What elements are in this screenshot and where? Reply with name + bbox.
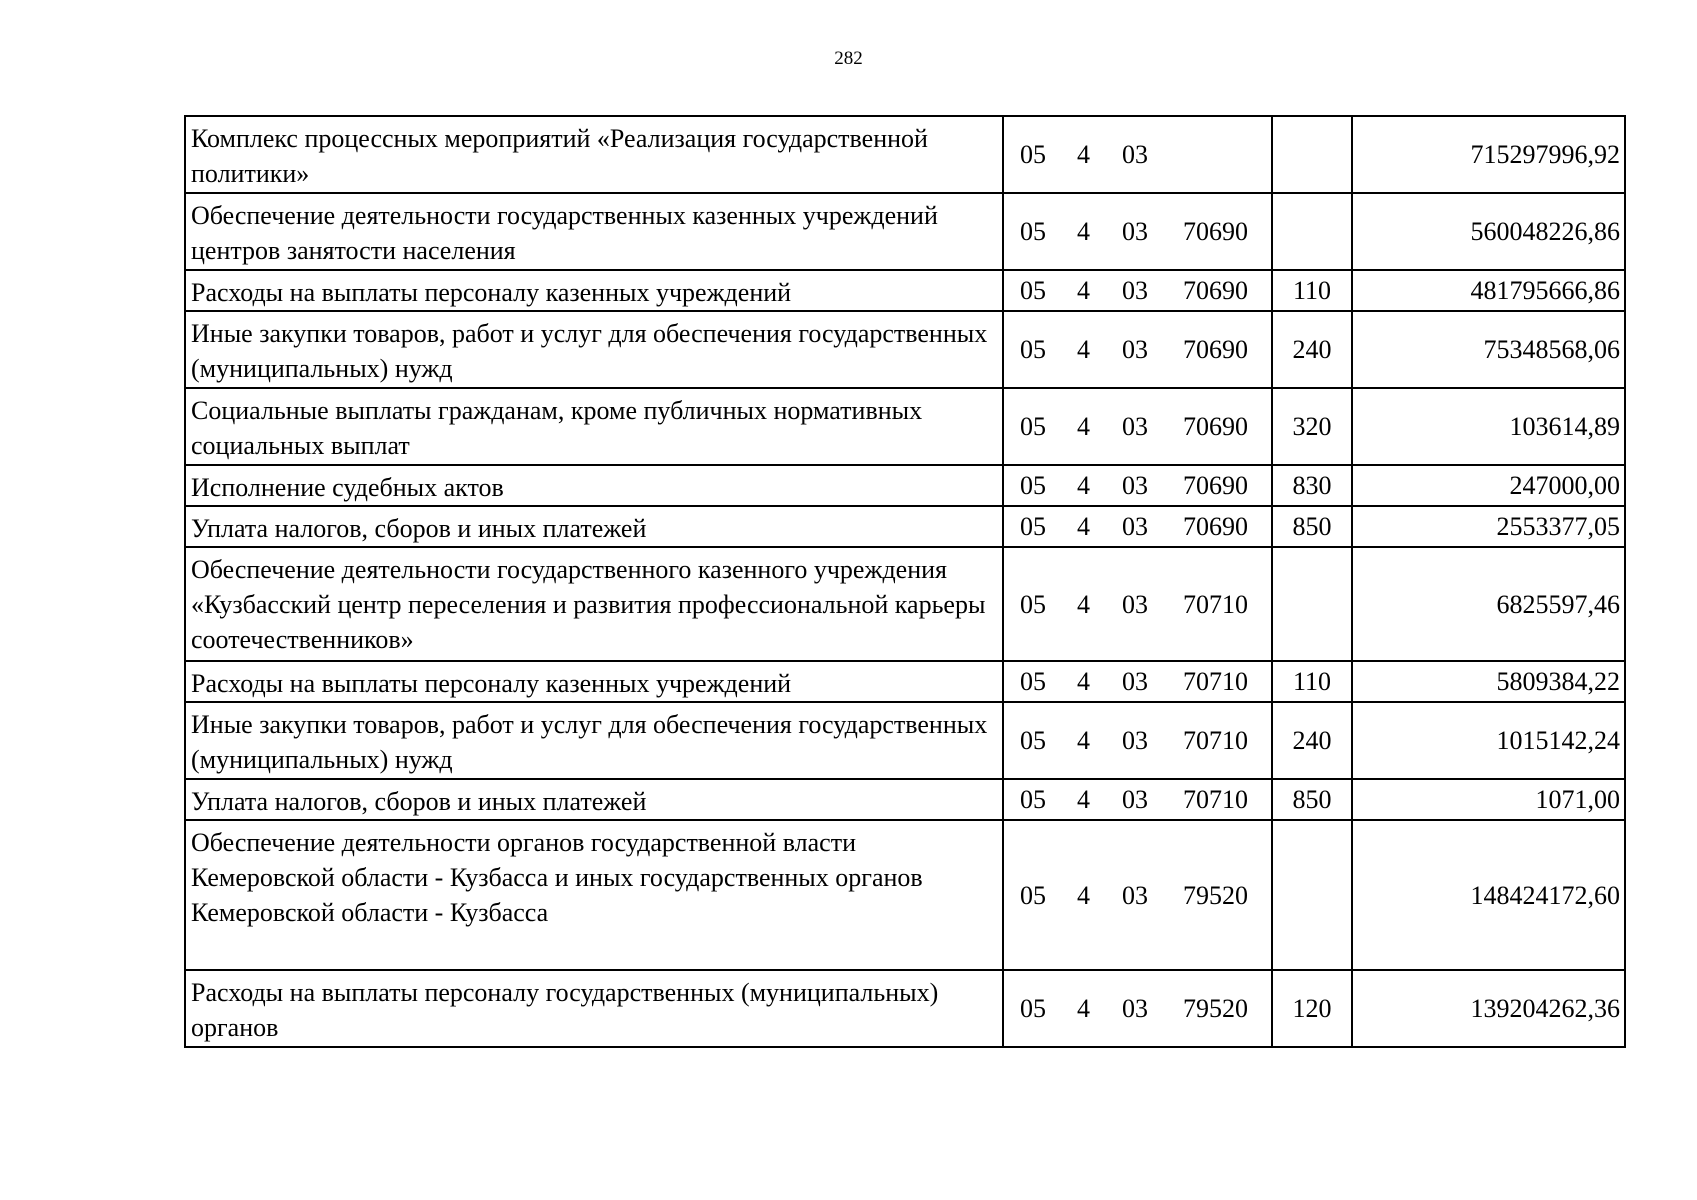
code-program: 4	[1077, 335, 1090, 364]
row-expense-type: 120	[1272, 970, 1352, 1047]
row-name: Расходы на выплаты персоналу казенных учреждений	[185, 270, 1003, 311]
table-row	[185, 465, 1625, 506]
code-section: 05	[1020, 471, 1046, 500]
table-row	[185, 547, 1625, 661]
code-program: 4	[1077, 726, 1090, 755]
table-row	[185, 116, 1625, 193]
row-expense-type: 830	[1272, 465, 1352, 506]
row-name: Расходы на выплаты персоналу казенных учреждений	[185, 661, 1003, 702]
row-expense-type	[1272, 193, 1352, 270]
row-amount: 715297996,92	[1352, 116, 1625, 193]
code-program: 4	[1077, 140, 1090, 169]
code-subprogram: 03	[1122, 994, 1148, 1023]
row-name: Обеспечение деятельности государственного казенного учреждения «Кузбасский центр переселения и развития профессиональной карьеры соотечественников»	[185, 547, 1003, 661]
code-section: 05	[1020, 217, 1046, 246]
row-codes	[1003, 311, 1272, 388]
code-section: 05	[1020, 140, 1046, 169]
code-program: 4	[1077, 785, 1090, 814]
row-codes	[1003, 388, 1272, 465]
row-name: Обеспечение деятельности государственных казенных учреждений центров занятости населения	[185, 193, 1003, 270]
row-name: Иные закупки товаров, работ и услуг для обеспечения государственных (муниципальных) нужд	[185, 311, 1003, 388]
code-direction: 70690	[1183, 217, 1248, 246]
row-expense-type: 240	[1272, 311, 1352, 388]
table-row	[185, 193, 1625, 270]
code-subprogram: 03	[1122, 335, 1148, 364]
row-name: Социальные выплаты гражданам, кроме публичных нормативных социальных выплат	[185, 388, 1003, 465]
code-direction: 79520	[1183, 880, 1248, 910]
code-direction: 79520	[1183, 994, 1248, 1023]
code-subprogram: 03	[1122, 667, 1148, 696]
row-expense-type: 240	[1272, 702, 1352, 779]
row-name: Комплекс процессных мероприятий «Реализация государственной политики»	[185, 116, 1003, 193]
row-name: Расходы на выплаты персоналу государственных (муниципальных) органов	[185, 970, 1003, 1047]
row-name: Обеспечение деятельности органов государственной власти Кемеровской области - Кузбасса и иных государственных органов Кемеровской области - Кузбасса	[185, 820, 1003, 970]
row-codes	[1003, 820, 1272, 970]
code-program: 4	[1077, 880, 1090, 910]
code-section: 05	[1020, 335, 1046, 364]
code-section: 05	[1020, 785, 1046, 814]
row-amount: 1071,00	[1352, 779, 1625, 820]
code-section: 05	[1020, 512, 1046, 541]
code-subprogram: 03	[1122, 471, 1148, 500]
code-program: 4	[1077, 589, 1090, 619]
row-codes	[1003, 661, 1272, 702]
row-codes	[1003, 465, 1272, 506]
code-program: 4	[1077, 276, 1090, 305]
table-row	[185, 270, 1625, 311]
code-subprogram: 03	[1122, 726, 1148, 755]
code-direction: 70690	[1183, 276, 1248, 305]
row-codes	[1003, 702, 1272, 779]
row-codes	[1003, 970, 1272, 1047]
row-expense-type: 320	[1272, 388, 1352, 465]
row-expense-type: 110	[1272, 270, 1352, 311]
row-amount: 75348568,06	[1352, 311, 1625, 388]
code-subprogram: 03	[1122, 589, 1148, 619]
code-subprogram: 03	[1122, 512, 1148, 541]
code-section: 05	[1020, 276, 1046, 305]
row-expense-type	[1272, 820, 1352, 970]
row-amount: 148424172,60	[1352, 820, 1625, 970]
code-program: 4	[1077, 217, 1090, 246]
row-amount: 139204262,36	[1352, 970, 1625, 1047]
code-direction: 70690	[1183, 512, 1248, 541]
code-section: 05	[1020, 412, 1046, 441]
code-subprogram: 03	[1122, 880, 1148, 910]
code-subprogram: 03	[1122, 276, 1148, 305]
code-section: 05	[1020, 880, 1046, 910]
table-row	[185, 506, 1625, 547]
code-program: 4	[1077, 667, 1090, 696]
row-expense-type: 110	[1272, 661, 1352, 702]
row-amount: 481795666,86	[1352, 270, 1625, 311]
budget-table	[184, 115, 1626, 1048]
code-program: 4	[1077, 994, 1090, 1023]
code-direction: 70710	[1183, 785, 1248, 814]
row-amount: 1015142,24	[1352, 702, 1625, 779]
row-codes	[1003, 270, 1272, 311]
code-section: 05	[1020, 994, 1046, 1023]
row-codes	[1003, 506, 1272, 547]
code-subprogram: 03	[1122, 140, 1148, 169]
table-row	[185, 970, 1625, 1047]
row-name: Иные закупки товаров, работ и услуг для обеспечения государственных (муниципальных) нужд	[185, 702, 1003, 779]
row-amount: 247000,00	[1352, 465, 1625, 506]
code-section: 05	[1020, 589, 1046, 619]
code-direction: 70710	[1183, 589, 1248, 619]
row-amount: 560048226,86	[1352, 193, 1625, 270]
code-subprogram: 03	[1122, 785, 1148, 814]
code-subprogram: 03	[1122, 412, 1148, 441]
row-codes	[1003, 193, 1272, 270]
row-expense-type	[1272, 116, 1352, 193]
row-name: Уплата налогов, сборов и иных платежей	[185, 506, 1003, 547]
table-row	[185, 661, 1625, 702]
table-row	[185, 820, 1625, 970]
code-program: 4	[1077, 412, 1090, 441]
code-direction: 70710	[1183, 726, 1248, 755]
code-program: 4	[1077, 471, 1090, 500]
code-subprogram: 03	[1122, 217, 1148, 246]
code-program: 4	[1077, 512, 1090, 541]
code-direction: 70690	[1183, 335, 1248, 364]
code-direction: 70710	[1183, 667, 1248, 696]
row-amount: 5809384,22	[1352, 661, 1625, 702]
table-row	[185, 779, 1625, 820]
row-name: Уплата налогов, сборов и иных платежей	[185, 779, 1003, 820]
row-codes	[1003, 779, 1272, 820]
code-section: 05	[1020, 726, 1046, 755]
row-amount: 103614,89	[1352, 388, 1625, 465]
row-name: Исполнение судебных актов	[185, 465, 1003, 506]
row-expense-type: 850	[1272, 506, 1352, 547]
code-direction: 70690	[1183, 471, 1248, 500]
row-amount: 2553377,05	[1352, 506, 1625, 547]
table-row	[185, 388, 1625, 465]
row-amount: 6825597,46	[1352, 547, 1625, 661]
row-codes	[1003, 116, 1272, 193]
row-codes	[1003, 547, 1272, 661]
table-row	[185, 311, 1625, 388]
table-row	[185, 702, 1625, 779]
code-direction: 70690	[1183, 412, 1248, 441]
page-number: 282	[834, 48, 863, 69]
row-expense-type: 850	[1272, 779, 1352, 820]
code-section: 05	[1020, 667, 1046, 696]
row-expense-type	[1272, 547, 1352, 661]
